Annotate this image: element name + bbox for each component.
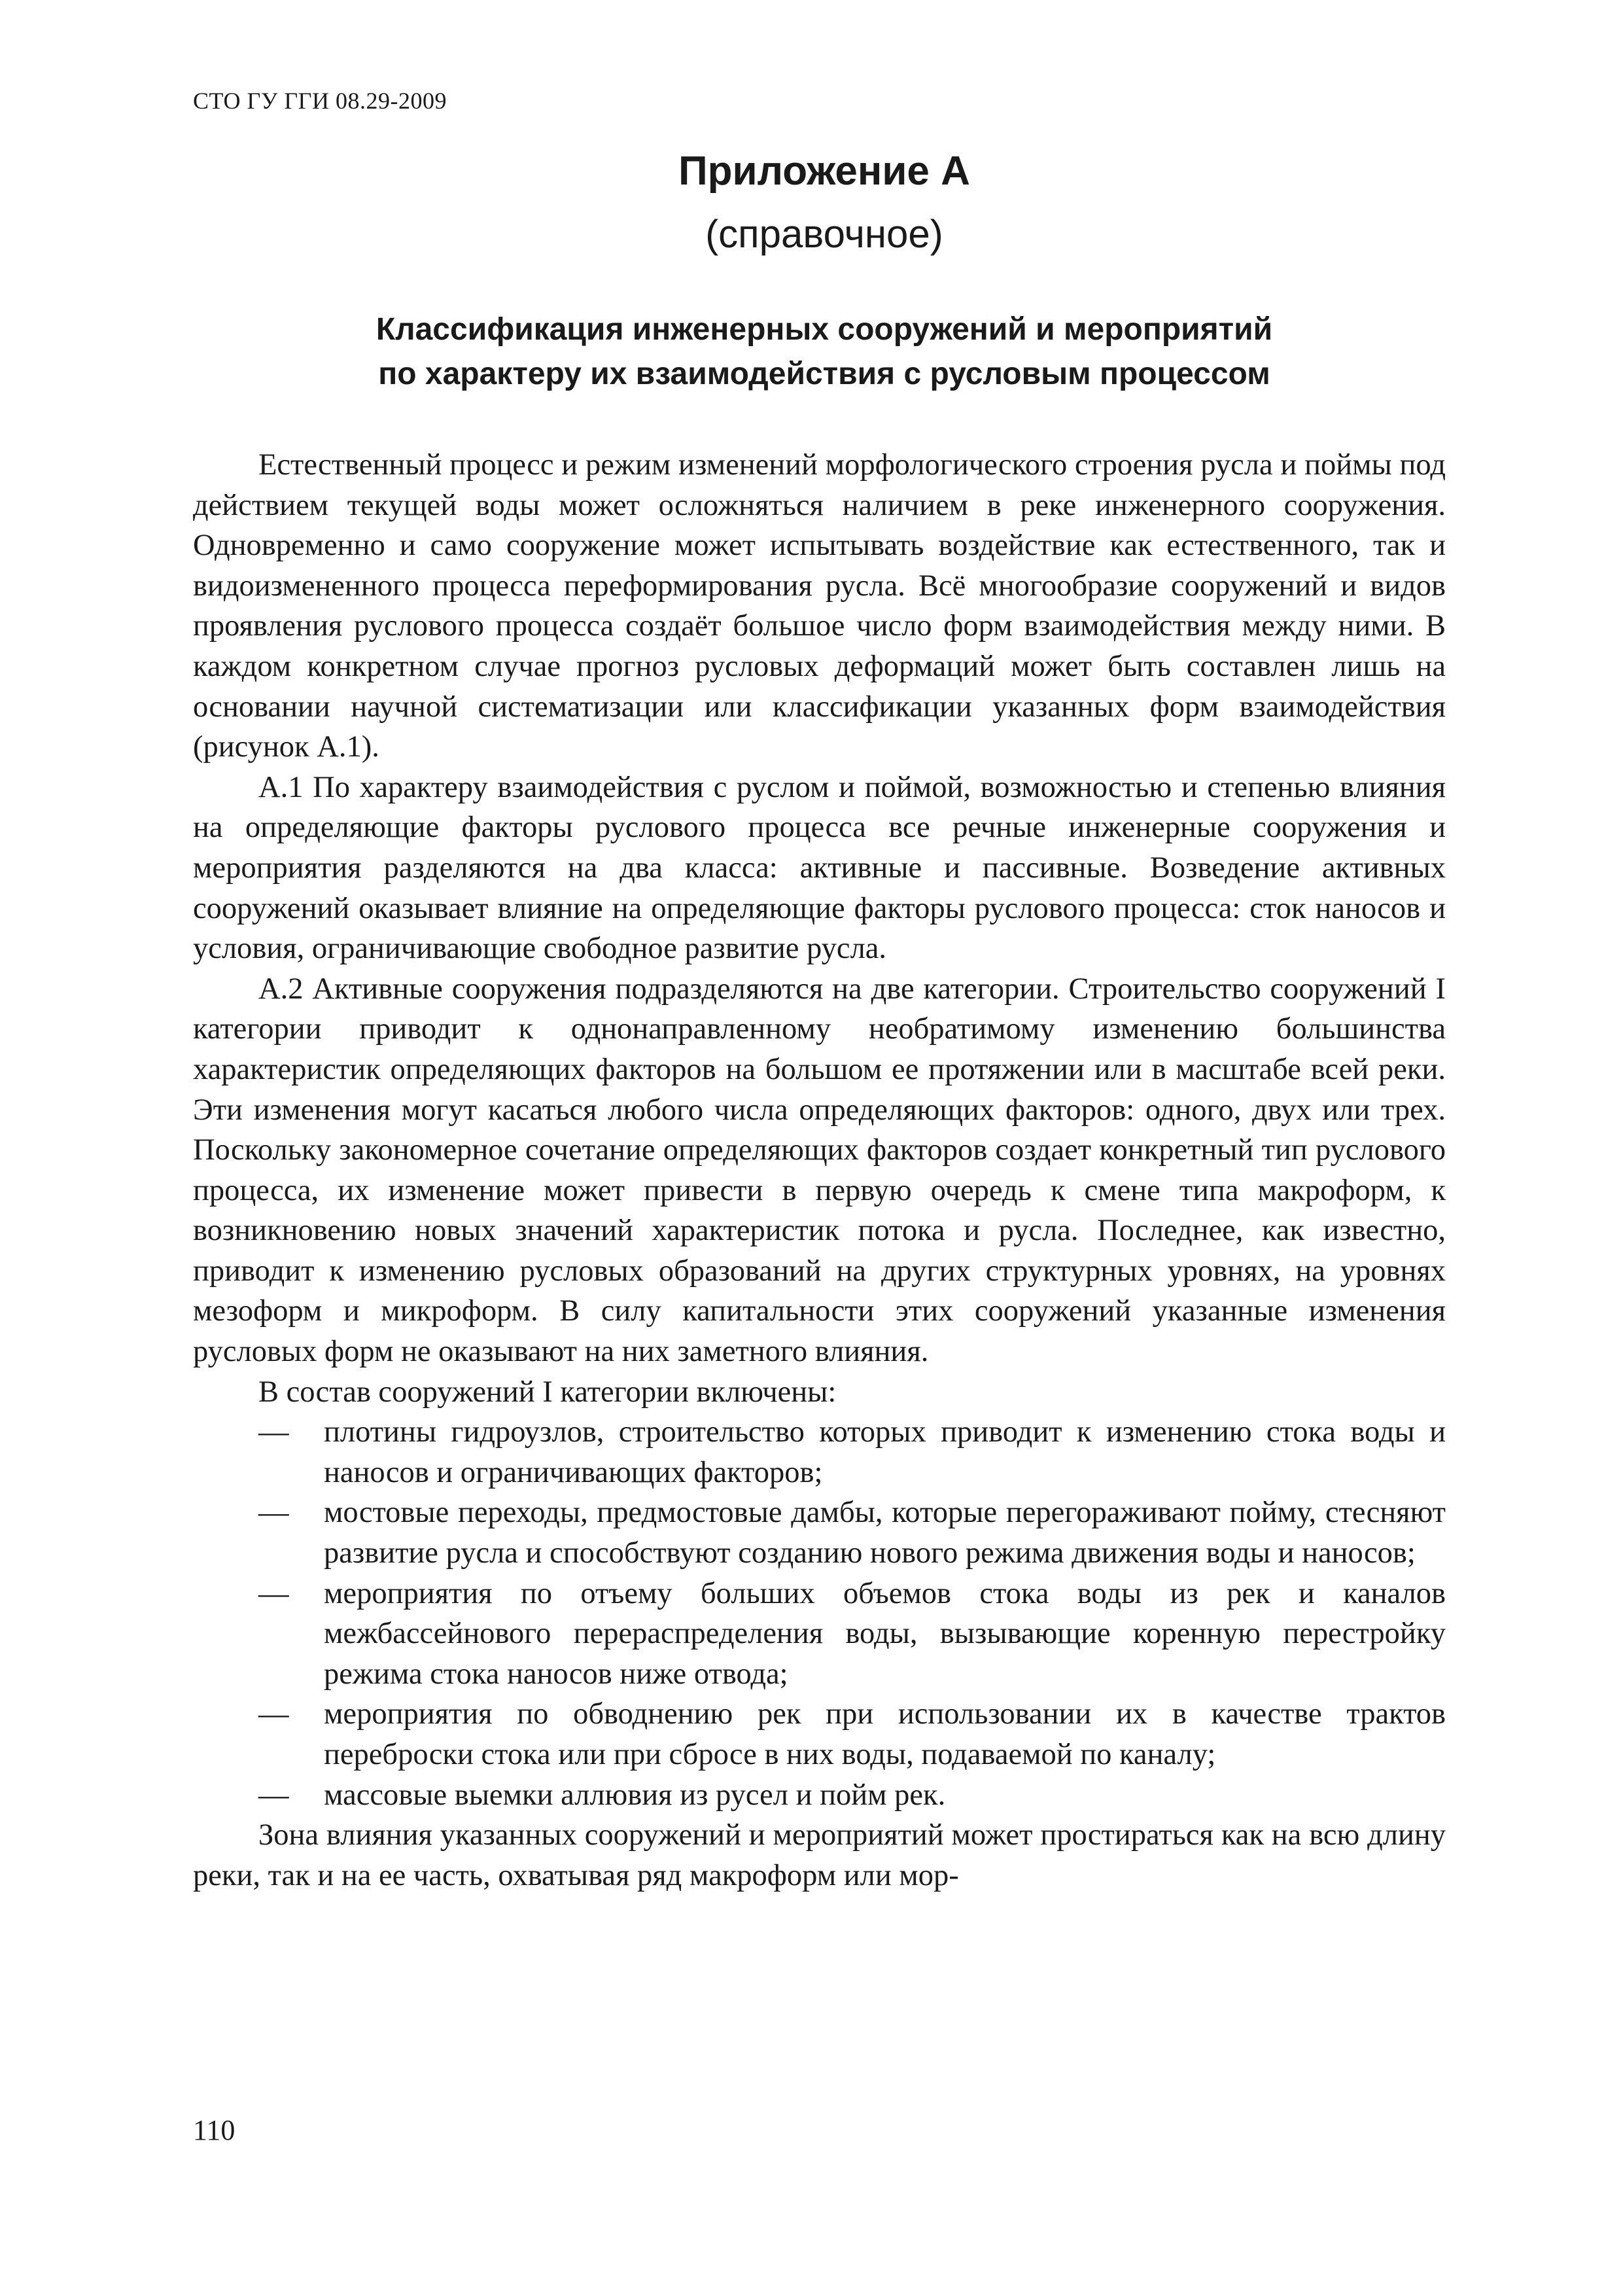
category-one-list xyxy=(193,1412,1446,1815)
list-dash: — xyxy=(258,1496,289,1530)
appendix-title: Приложение А xyxy=(678,149,970,194)
paragraph-a2: А.2 Активные сооружения подразделяются на две категории. Строительство сооружений I категории приводит к однонаправленному необратимому изменению большинства характеристик определяющих факторов на большом ее протяжении или в масштабе всей реки. Эти изменения могут касаться любого числа определяющих факторов: одного, двух или трех. Поскольку закономерное сочетание определяющих факторов создает конкретный тип руслового процесса, их изменение может привести в первую очередь к смене типа макроформ, к возникновению новых значений характеристик потока и русла. Последнее, как известно, приводит к изменению русловых образований на других структурных уровнях, на уровнях мезоформ и микроформ. В силу капитальности этих сооружений указанные изменения русловых форм не оказывают на них заметного влияния. xyxy=(193,972,1446,1369)
paragraph-a1: А.1 По характеру взаимодействия с руслом и поймой, возможностью и степенью влияния на определяющие факторы руслового процесса все речные инженерные сооружения и мероприятия разделяются на два класса: активные и пассивные. Возведение активных сооружений оказывает влияние на определяющие факторы руслового процесса: сток наносов и условия, ограничивающие свободное развитие русла. xyxy=(193,770,1446,966)
list-item-text: массовые выемки аллювия из русел и пойм рек. xyxy=(324,1778,946,1812)
list-dash: — xyxy=(258,1576,289,1610)
list-item-text: мероприятия по обводнению рек при использовании их в качестве трактов переброски стока или при сбросе в них воды, подаваемой по каналу; xyxy=(324,1697,1446,1771)
list-item-text: мероприятия по отъему больших объемов стока воды из рек и каналов межбассейнового перераспределения воды, вызывающие коренную перестройку режима стока наносов ниже отвода; xyxy=(324,1576,1446,1691)
document-code-header: СТО ГУ ГГИ 08.29-2009 xyxy=(193,88,447,114)
paragraph-list-intro: В состав сооружений I категории включены: xyxy=(258,1375,837,1409)
section-title xyxy=(203,308,1446,397)
page-number: 110 xyxy=(193,2114,236,2146)
list-dash: — xyxy=(258,1415,289,1449)
paragraph-intro: Естественный процесс и режим изменений морфологического строения русла и поймы под действием текущей воды может осложняться наличием в реке инженерного сооружения. Одновременно и само сооружение может испытывать воздействие как естественного, так и видоизмененного процесса переформирования русла. Всё многообразие сооружений и видов проявления руслового процесса создаёт большое число форм взаимодействия между ними. В каждом конкретном случае прогноз русловых деформаций может быть составлен лишь на основании научной систематизации или классификации указанных форм взаимодействия (рисунок А.1). xyxy=(193,448,1446,764)
section-title-line-1: Классификация инженерных сооружений и мероприятий xyxy=(375,312,1273,347)
list-item xyxy=(193,1574,1446,1695)
list-dash: — xyxy=(258,1778,289,1812)
list-item-text: плотины гидроузлов, строительство которых приводит к изменению стока воды и наносов и ограничивающих факторов; xyxy=(324,1415,1446,1489)
list-dash: — xyxy=(258,1697,289,1731)
list-item xyxy=(193,1694,1446,1775)
list-item xyxy=(193,1412,1446,1492)
appendix-type: (справочное) xyxy=(705,212,943,256)
paragraph-influence-zone: Зона влияния указанных сооружений и мероприятий может простираться как на всю длину реки, так и на ее часть, охватывая ряд макроформ или мор- xyxy=(193,1818,1446,1892)
body-text xyxy=(193,445,1446,1896)
list-item-text: мостовые переходы, предмостовые дамбы, которые перегораживают пойму, стесняют развитие русла и способствуют созданию нового режима движения воды и наносов; xyxy=(324,1496,1446,1570)
list-item xyxy=(193,1775,1446,1816)
section-title-line-2: по характеру их взаимодействия с русловым процессом xyxy=(378,357,1270,391)
list-item xyxy=(193,1492,1446,1573)
